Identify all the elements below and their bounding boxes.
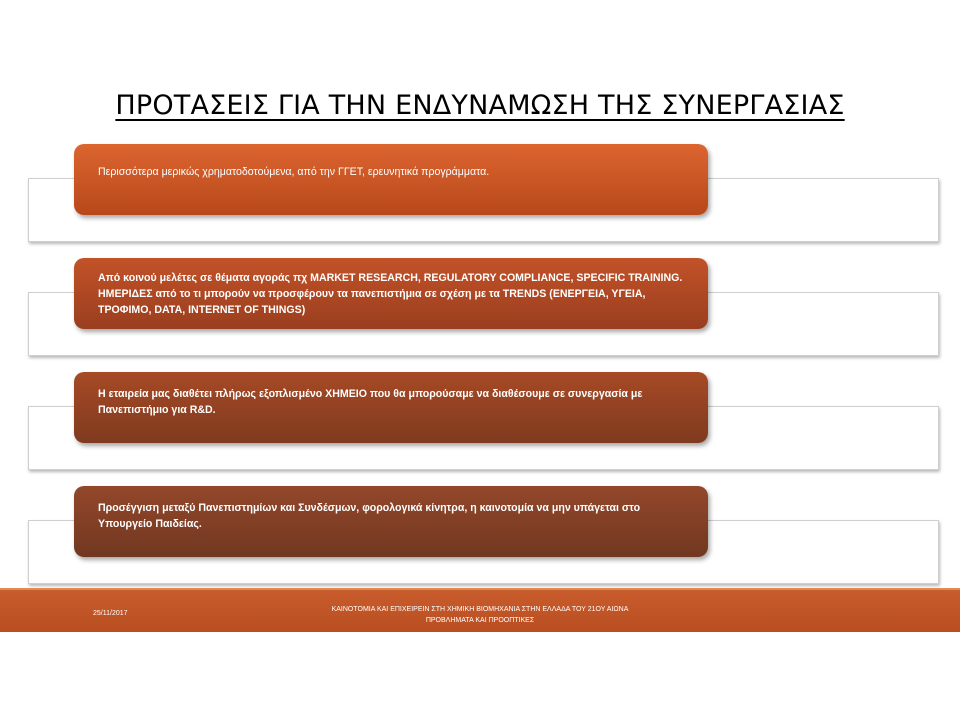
proposal-text-3: Η εταιρεία μας διαθέτει πλήρως εξοπλισμένο ΧΗΜΕΙΟ που θα μπορούσαμε να διαθέσουμε σε συνεργασία με Πανεπιστήμιο για R&D. [98,387,643,416]
footer-caption [0,604,960,626]
proposal-text-1: Περισσότερα μερικώς χρηματοδοτούμενα, από την ΓΓΕΤ, ερευνητικά προγράμματα. [98,166,490,178]
proposal-text-2: Από κοινού μελέτες σε θέματα αγοράς πχ MARKET RESEARCH, REGULATORY COMPLIANCE, SPECIFIC TRAINING. ΗΜΕΡΙΔΕΣ από το τι μπορούν να προσφέρουν τα πανεπιστήμια σε σχέση με τα TRENDS (ΕΝΕΡΓΕΙΑ, ΥΓΕΙΑ, ΤΡΟΦΙΜΟ, DATA, INTERNET OF THINGS) [98,271,683,316]
footer-caption-line-2: ΠΡΟΒΛΗΜΑΤΑ ΚΑΙ ΠΡΟΟΠΤΙΚΕΣ [425,617,535,624]
proposal-card-3 [74,372,708,443]
footer-bar [0,588,960,632]
proposal-card-4 [74,486,708,557]
slide-title: ΠΡΟΤΑΣΕΙΣ ΓΙΑ ΤΗΝ ΕΝΔΥΝΑΜΩΣΗ ΤΗΣ ΣΥΝΕΡΓΑΣΙΑΣ [115,90,845,121]
proposal-text-4: Προσέγγιση μεταξύ Πανεπιστημίων και Συνδέσμων, φορολογικά κίνητρα, η καινοτομία να μην υπάγεται στο Υπουργείο Παιδείας. [98,501,641,530]
proposal-card-2 [74,258,708,329]
footer-date: 25/11/2017 [93,610,128,617]
proposal-card-1 [74,144,708,215]
footer-caption-line-1: ΚΑΙΝΟΤΟΜΙΑ ΚΑΙ ΕΠΙΧΕΙΡΕΙΝ ΣΤΗ ΧΗΜΙΚΗ ΒΙΟΜΗΧΑΝΙΑ ΣΤΗΝ ΕΛΛΑΔΑ ΤΟΥ 21ΟΥ ΑΙΩΝΑ [331,606,629,613]
